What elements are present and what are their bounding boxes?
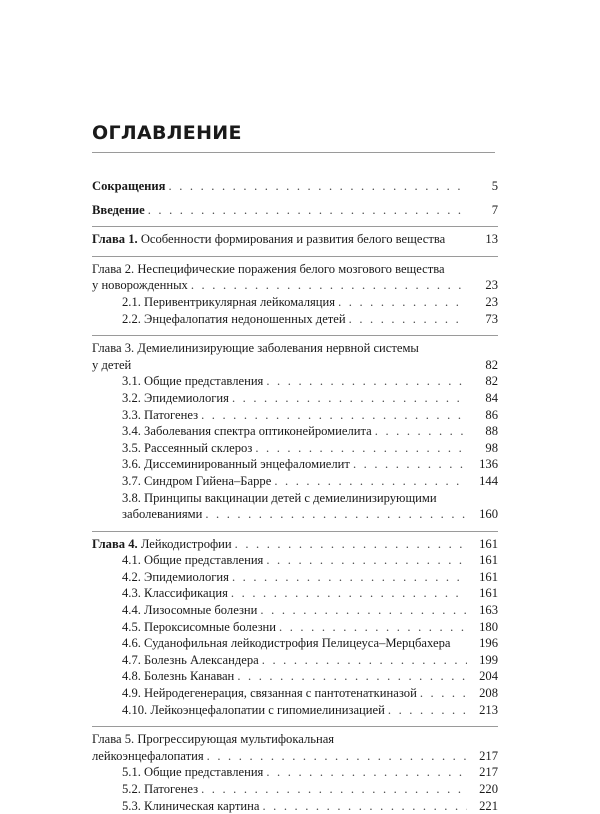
toc-chapter-1 bbox=[92, 226, 498, 248]
toc-entry-page: 86 bbox=[485, 407, 498, 422]
toc-section[interactable] bbox=[92, 390, 498, 407]
toc-chapter-1-heading[interactable] bbox=[92, 231, 498, 248]
toc-entry-page: 160 bbox=[479, 507, 498, 522]
toc-section[interactable] bbox=[92, 685, 498, 702]
toc-entry-page: 82 bbox=[485, 374, 498, 389]
toc-chapter-5-heading[interactable] bbox=[92, 731, 498, 748]
dot-leader bbox=[262, 798, 467, 814]
dot-leader bbox=[191, 277, 467, 294]
toc-section[interactable] bbox=[92, 798, 498, 814]
toc-section[interactable] bbox=[92, 635, 498, 652]
toc-chapter-4 bbox=[92, 531, 498, 719]
toc-entry-page: 84 bbox=[485, 390, 498, 405]
toc-section[interactable] bbox=[92, 652, 498, 669]
dot-leader bbox=[205, 506, 467, 523]
chapter-title: Лейкодистрофии bbox=[140, 536, 232, 551]
dot-leader bbox=[353, 456, 467, 473]
toc-section[interactable] bbox=[92, 373, 498, 390]
dot-leader bbox=[266, 764, 467, 781]
toc-entry-page: 163 bbox=[479, 603, 498, 618]
toc-chapter-3-heading[interactable] bbox=[92, 340, 498, 357]
toc-entry-page: 13 bbox=[485, 232, 498, 247]
toc-entry-label: 3.5. Рассеянный склероз bbox=[122, 440, 253, 455]
toc-entry-label: 4.9. Нейродегенерация, связанная с пантотенаткиназой bbox=[122, 686, 417, 701]
toc-entry-page: 204 bbox=[479, 669, 498, 684]
dot-leader bbox=[338, 294, 467, 311]
title-divider bbox=[92, 152, 495, 153]
toc-entry-page: 161 bbox=[479, 536, 498, 551]
dot-leader bbox=[231, 585, 467, 602]
dot-leader bbox=[262, 652, 467, 669]
dot-leader bbox=[232, 390, 467, 407]
toc-entry-page: 199 bbox=[479, 652, 498, 667]
toc-entry-page: 136 bbox=[479, 457, 498, 472]
toc-entry-label: 4.3. Классификация bbox=[122, 586, 228, 601]
toc-entry-label: 5.2. Патогенез bbox=[122, 782, 199, 796]
toc-entry-label: 4.8. Болезнь Канаван bbox=[122, 669, 235, 684]
dot-leader bbox=[388, 702, 467, 719]
chapter-number: Глава 2. bbox=[92, 261, 135, 276]
toc-entry-page: 23 bbox=[485, 294, 498, 309]
toc-entry-label: 5.1. Общие представления bbox=[122, 765, 264, 780]
chapter-title-cont: лейкоэнцефалопатия bbox=[92, 748, 204, 763]
chapter-number: Глава 5. bbox=[92, 732, 135, 747]
chapter-title: Прогрессирующая мультифокальная bbox=[137, 732, 335, 747]
toc-section[interactable] bbox=[92, 781, 498, 798]
toc-entry-label: 2.1. Перивентрикулярная лейкомаляция bbox=[122, 294, 336, 309]
toc-entry-page: 7 bbox=[491, 202, 498, 217]
toc-entry-page: 196 bbox=[479, 636, 498, 651]
toc-chapter-3 bbox=[92, 335, 498, 523]
dot-leader bbox=[148, 202, 467, 219]
table-of-contents bbox=[92, 178, 498, 814]
chapter-title: Особенности формирования и развития белого вещества bbox=[140, 232, 446, 247]
toc-entry-label: 3.6. Диссеминированный энцефаломиелит bbox=[122, 457, 350, 472]
dot-leader bbox=[207, 748, 467, 765]
toc-section[interactable] bbox=[92, 668, 498, 685]
toc-section[interactable] bbox=[92, 764, 498, 781]
page-title: ОГЛАВЛЕНИЕ bbox=[92, 122, 242, 144]
dot-leader bbox=[232, 569, 467, 586]
toc-entry-label: 2.2. Энцефалопатия недоношенных детей bbox=[122, 311, 346, 326]
dot-leader bbox=[349, 311, 467, 328]
toc-entry-page: 98 bbox=[485, 440, 498, 455]
toc-section[interactable] bbox=[92, 456, 498, 473]
toc-entry-page: 23 bbox=[485, 278, 498, 293]
dot-leader bbox=[201, 407, 467, 424]
toc-entry-label: 5.3. Клиническая картина bbox=[122, 798, 260, 813]
toc-entry-label: Введение bbox=[92, 202, 145, 217]
toc-chapter-5 bbox=[92, 726, 498, 814]
toc-entry-label: 3.3. Патогенез bbox=[122, 407, 199, 422]
dot-leader bbox=[266, 373, 467, 390]
toc-chapter-2-heading[interactable] bbox=[92, 261, 498, 278]
dot-leader bbox=[235, 536, 467, 553]
dot-leader bbox=[201, 781, 467, 798]
toc-entry-label: 3.1. Общие представления bbox=[122, 374, 264, 389]
toc-entry-page: 221 bbox=[479, 798, 498, 813]
toc-entry-page: 161 bbox=[479, 553, 498, 568]
toc-section[interactable] bbox=[92, 619, 498, 636]
toc-entry-label: 4.4. Лизосомные болезни bbox=[122, 603, 258, 618]
toc-entry-label: 4.10. Лейкоэнцефалопатии с гипомиелинизацией bbox=[122, 702, 385, 717]
chapter-number: Глава 4. bbox=[92, 536, 138, 551]
chapter-number: Глава 1. bbox=[92, 232, 138, 247]
toc-entry-label: Сокращения bbox=[92, 179, 166, 193]
dot-leader bbox=[266, 552, 467, 569]
dot-leader bbox=[279, 619, 467, 636]
chapter-number: Глава 3. bbox=[92, 341, 135, 356]
dot-leader bbox=[420, 685, 467, 702]
toc-entry-label: 3.4. Заболевания спектра оптиконейромиелита bbox=[122, 424, 372, 439]
toc-entry-page: 208 bbox=[479, 686, 498, 701]
toc-entry-page: 217 bbox=[479, 765, 498, 780]
toc-section[interactable] bbox=[92, 407, 498, 424]
chapter-title-cont: у детей bbox=[92, 357, 132, 372]
toc-front-matter bbox=[92, 178, 498, 218]
toc-section[interactable] bbox=[92, 602, 498, 619]
toc-entry-label: 4.5. Пероксисомные болезни bbox=[122, 619, 277, 634]
toc-entry-label: 4.7. Болезнь Александера bbox=[122, 652, 259, 667]
toc-entry-abbreviations[interactable] bbox=[92, 178, 498, 195]
dot-leader bbox=[237, 668, 467, 685]
toc-entry-label: 4.6. Суданофильная лейкодистрофия Пелицеуса–Мерцбахера bbox=[122, 636, 451, 651]
toc-entry-page: 161 bbox=[479, 586, 498, 601]
toc-entry-label: 3.2. Эпидемиология bbox=[122, 390, 229, 405]
dot-leader bbox=[274, 473, 467, 490]
toc-entry-introduction[interactable] bbox=[92, 202, 498, 219]
dot-leader bbox=[375, 423, 467, 440]
toc-entry-label: 4.1. Общие представления bbox=[122, 553, 264, 568]
toc-section[interactable] bbox=[92, 702, 498, 719]
toc-chapter-3-heading-cont[interactable] bbox=[92, 357, 498, 374]
toc-section[interactable] bbox=[92, 311, 498, 328]
toc-entry-page: 161 bbox=[479, 569, 498, 584]
toc-entry-page: 73 bbox=[485, 311, 498, 326]
toc-entry-page: 220 bbox=[479, 782, 498, 796]
toc-section[interactable] bbox=[92, 569, 498, 586]
toc-section-cont[interactable] bbox=[92, 506, 498, 523]
toc-entry-page: 180 bbox=[479, 619, 498, 634]
chapter-title-cont: у новорожденных bbox=[92, 278, 188, 293]
toc-chapter-4-heading[interactable] bbox=[92, 536, 498, 553]
chapter-title: Демиелинизирующие заболевания нервной системы bbox=[137, 341, 419, 356]
toc-entry-page: 144 bbox=[479, 473, 498, 488]
toc-entry-page: 213 bbox=[479, 702, 498, 717]
toc-entry-page: 5 bbox=[491, 179, 498, 193]
toc-section[interactable] bbox=[92, 585, 498, 602]
dot-leader bbox=[255, 440, 467, 457]
toc-section[interactable] bbox=[92, 423, 498, 440]
toc-chapter-2-heading-cont[interactable] bbox=[92, 277, 498, 294]
toc-section[interactable] bbox=[92, 490, 498, 507]
toc-entry-label: 4.2. Эпидемиология bbox=[122, 569, 229, 584]
toc-section[interactable] bbox=[92, 294, 498, 311]
toc-section[interactable] bbox=[92, 440, 498, 457]
toc-entry-page: 217 bbox=[479, 748, 498, 763]
dot-leader bbox=[260, 602, 467, 619]
toc-entry-page: 82 bbox=[485, 357, 498, 372]
toc-entry-page: 88 bbox=[485, 424, 498, 439]
toc-entry-label-cont: заболеваниями bbox=[122, 507, 203, 522]
dot-leader bbox=[169, 178, 468, 195]
toc-chapter-5-heading-cont[interactable] bbox=[92, 748, 498, 765]
toc-section[interactable] bbox=[92, 552, 498, 569]
toc-entry-label: 3.8. Принципы вакцинации детей с демиелинизирующими bbox=[122, 490, 437, 505]
toc-section[interactable] bbox=[92, 473, 498, 490]
toc-chapter-2 bbox=[92, 256, 498, 327]
chapter-title: Неспецифические поражения белого мозгового вещества bbox=[137, 261, 445, 276]
toc-entry-label: 3.7. Синдром Гийена–Барре bbox=[122, 473, 272, 488]
